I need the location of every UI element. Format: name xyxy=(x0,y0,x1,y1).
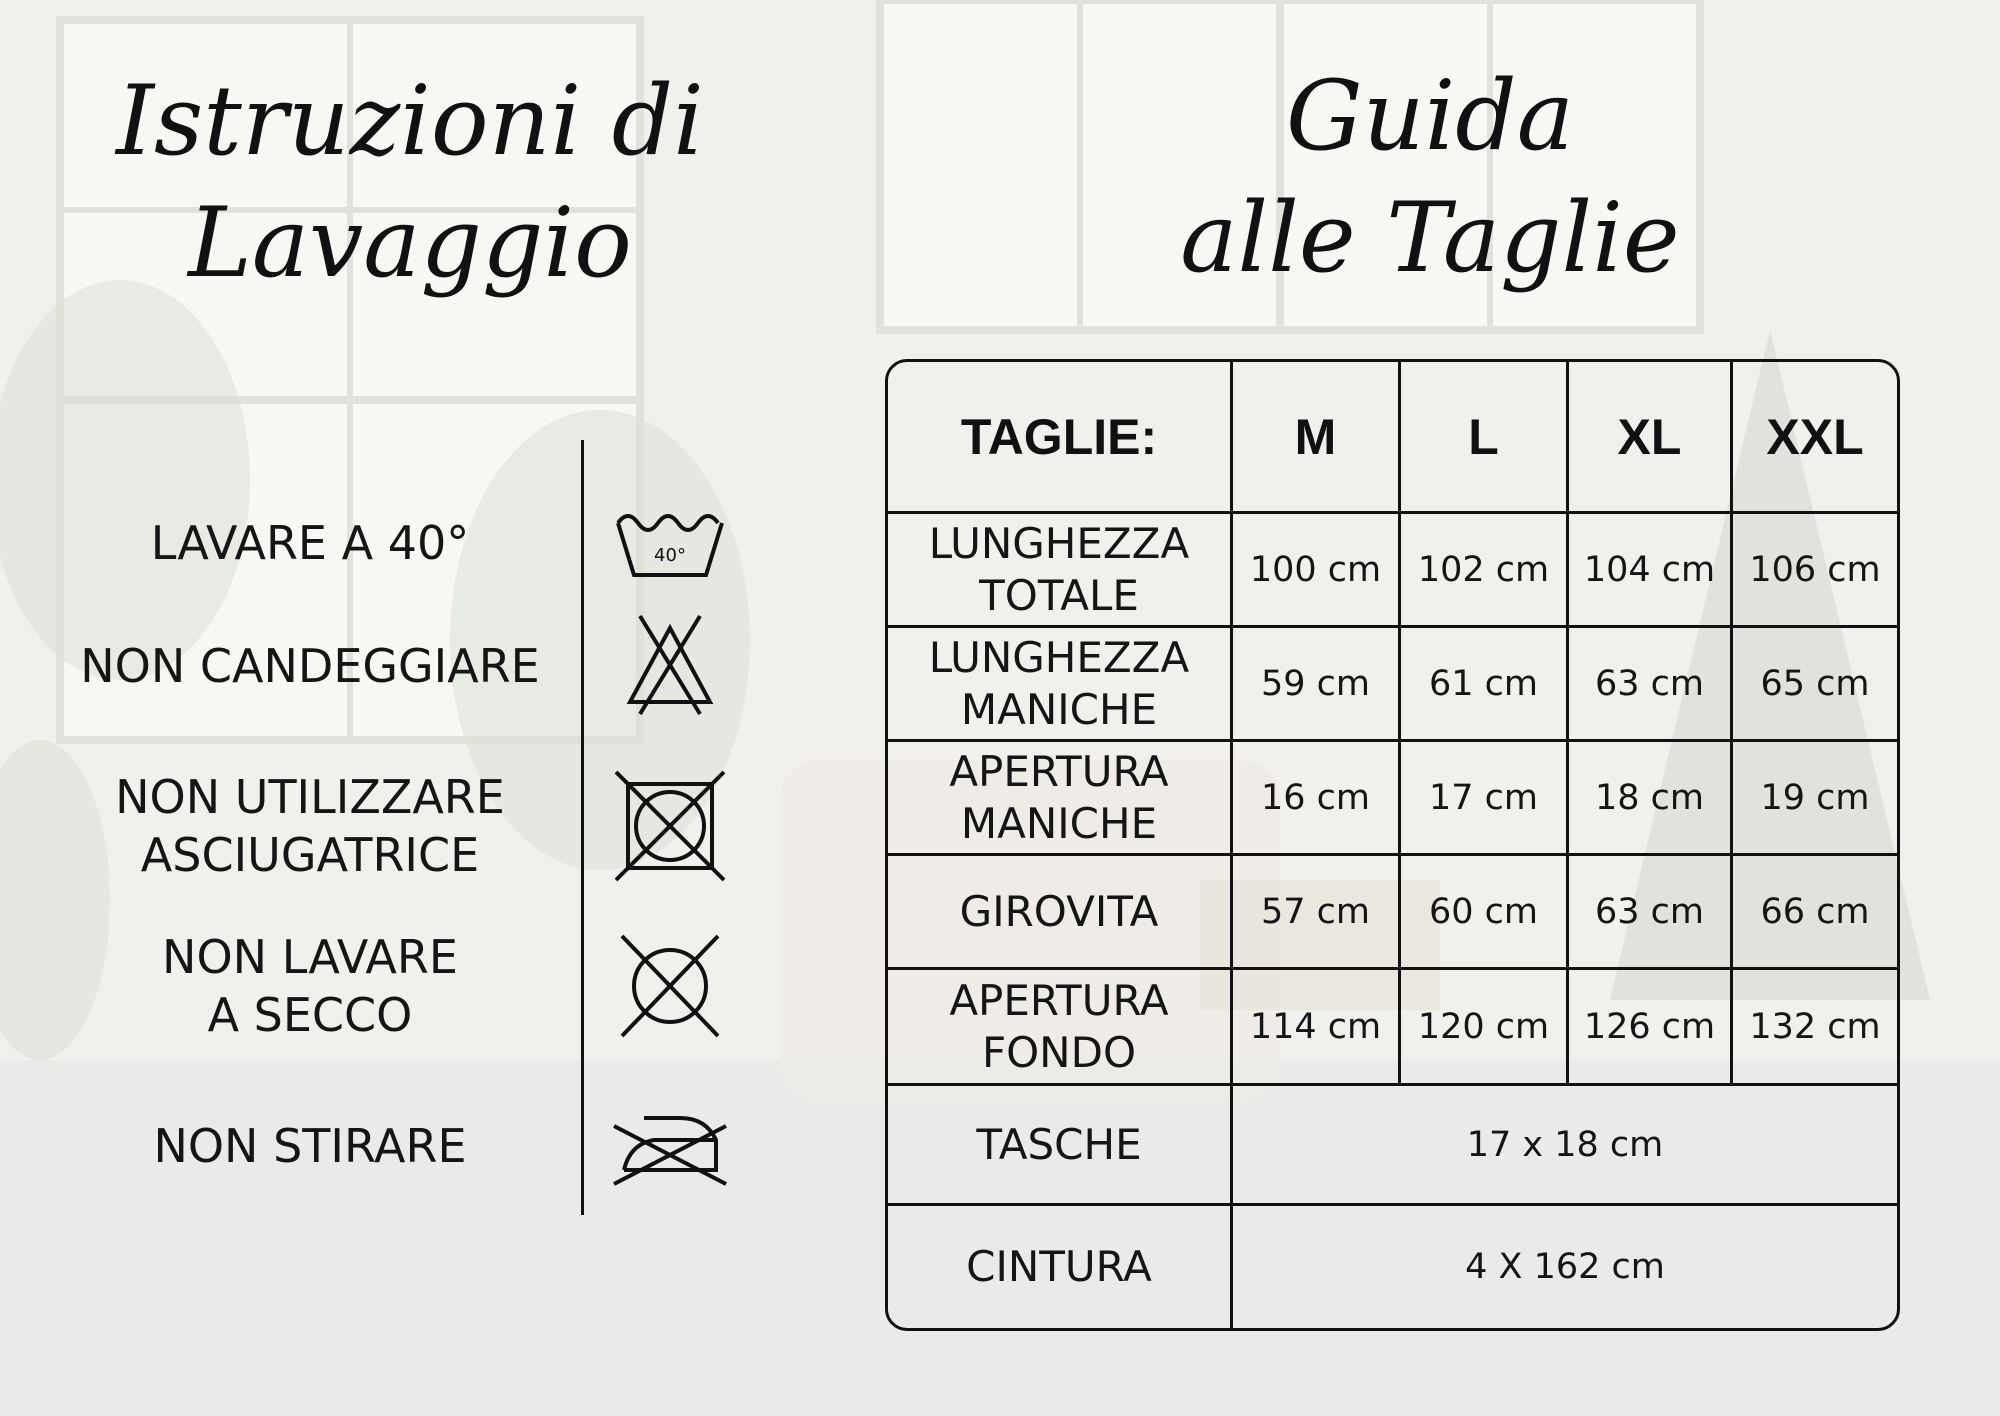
row-label: LUNGHEZZA MANICHE xyxy=(888,628,1233,742)
size-cell: 63 cm xyxy=(1569,628,1733,742)
size-cell: 104 cm xyxy=(1569,514,1733,628)
size-header-label: TAGLIE: xyxy=(888,362,1233,514)
size-table xyxy=(885,359,1900,1331)
row-label: APERTURA MANICHE xyxy=(888,742,1233,856)
size-cell: 19 cm xyxy=(1733,742,1897,856)
size-cell: 102 cm xyxy=(1401,514,1569,628)
table-row xyxy=(888,856,1897,970)
size-cell: 100 cm xyxy=(1233,514,1401,628)
no-dry-clean-icon xyxy=(610,926,730,1046)
wash-title: Istruzioni di Lavaggio xyxy=(116,65,704,299)
row-label: APERTURA FONDO xyxy=(888,970,1233,1086)
size-cell: 114 cm xyxy=(1233,970,1401,1086)
shared-size-cell: 4 X 162 cm xyxy=(1465,1247,1665,1287)
wash-label: NON LAVARE A SECCO xyxy=(162,930,458,1042)
wash-label: NON UTILIZZARE ASCIUGATRICE xyxy=(115,770,505,882)
size-header-row xyxy=(888,362,1897,514)
row-label: CINTURA xyxy=(888,1206,1233,1328)
row-label: TASCHE xyxy=(888,1086,1233,1206)
wash-item-40 xyxy=(60,483,560,603)
size-header-m: M xyxy=(1233,362,1401,514)
size-cell: 16 cm xyxy=(1233,742,1401,856)
table-row xyxy=(888,628,1897,742)
size-header-xl: XL xyxy=(1569,362,1733,514)
size-guide-title: Guida alle Taglie xyxy=(1180,60,1680,294)
size-cell: 59 cm xyxy=(1233,628,1401,742)
size-header-l: L xyxy=(1401,362,1569,514)
table-row xyxy=(888,742,1897,856)
size-cell: 57 cm xyxy=(1233,856,1401,970)
table-row xyxy=(888,1206,1897,1328)
size-cell: 17 cm xyxy=(1401,742,1569,856)
size-cell: 106 cm xyxy=(1733,514,1897,628)
svg-text:40°: 40° xyxy=(654,545,686,566)
no-bleach-icon xyxy=(610,606,730,726)
table-row xyxy=(888,1086,1897,1206)
no-iron-icon xyxy=(610,1086,730,1206)
wash-divider xyxy=(581,440,584,1215)
shared-size-cell: 17 x 18 cm xyxy=(1233,1086,1897,1206)
no-tumble-dry-icon xyxy=(610,766,730,886)
row-label: GIROVITA xyxy=(888,856,1233,970)
wash-item-no-dry-clean xyxy=(60,926,560,1046)
size-cell: 66 cm xyxy=(1733,856,1897,970)
wash-label: NON STIRARE xyxy=(153,1119,467,1173)
size-cell: 18 cm xyxy=(1569,742,1733,856)
wash-40-icon xyxy=(610,483,730,603)
size-cell: 126 cm xyxy=(1569,970,1733,1086)
wash-label: NON CANDEGGIARE xyxy=(80,639,540,693)
wash-item-no-tumble-dry xyxy=(60,766,560,886)
size-cell: 65 cm xyxy=(1733,628,1897,742)
size-cell: 63 cm xyxy=(1569,856,1733,970)
table-row xyxy=(888,970,1897,1086)
size-cell: 132 cm xyxy=(1733,970,1897,1086)
size-cell: 61 cm xyxy=(1401,628,1569,742)
wash-label: LAVARE A 40° xyxy=(150,516,470,570)
size-cell: 60 cm xyxy=(1401,856,1569,970)
table-row xyxy=(888,514,1897,628)
wash-item-no-bleach xyxy=(60,606,560,726)
size-header-xxl: XXL xyxy=(1733,362,1897,514)
wash-item-no-iron xyxy=(60,1086,560,1206)
size-cell: 120 cm xyxy=(1401,970,1569,1086)
row-label: LUNGHEZZA TOTALE xyxy=(888,514,1233,628)
